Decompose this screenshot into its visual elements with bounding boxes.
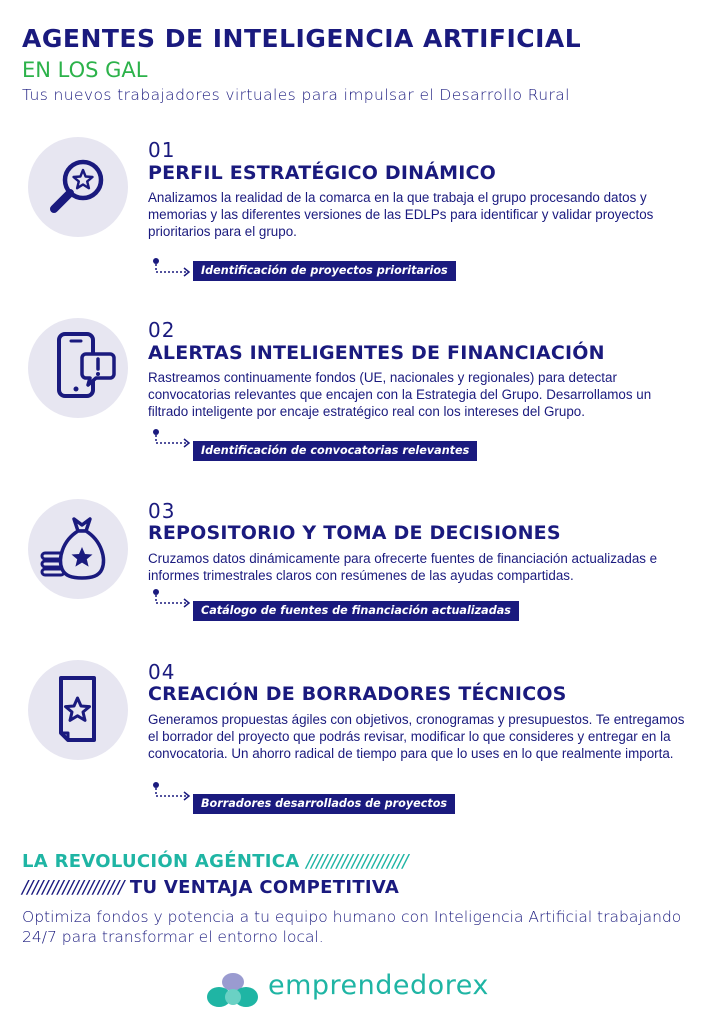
dotted-arrow-icon (152, 258, 194, 280)
money-bag-star-icon (28, 499, 128, 599)
section-body: Generamos propuestas ágiles con objetivos, cronogramas y presupuestos. Te entregamos el borrador del proyecto que podrás revisar, modificar lo que consideres y entregar en la convocatoria. Un ahorro radical de tiempo para que lo uses en lo que realmente importa. (148, 712, 685, 761)
section-title: PERFIL ESTRATÉGICO DINÁMICO (148, 162, 497, 184)
page-tagline: Tus nuevos trabajadores virtuales para impulsar el Desarrollo Rural (22, 86, 570, 104)
section-tag: Identificación de proyectos prioritarios (193, 261, 456, 281)
section-title: ALERTAS INTELIGENTES DE FINANCIACIÓN (148, 342, 605, 364)
section-title: CREACIÓN DE BORRADORES TÉCNICOS (148, 683, 567, 705)
section-number: 04 (148, 660, 176, 684)
section-body: Analizamos la realidad de la comarca en la que trabaja el grupo procesando datos y memorias y las diferentes versiones de las EDLPs para identificar y validar proyectos prioritarios para el grupo. (148, 190, 654, 239)
section-tag: Borradores desarrollados de proyectos (193, 794, 455, 814)
section-body: Rastreamos continuamente fondos (UE, nacionales y regionales) para detectar convocatorias relevantes que encajen con la Estrategia del Grupo. Desarrollamos un filtrado inteligente por encaje estratégico real con los intereses del Grupo. (148, 370, 652, 419)
dotted-arrow-icon (152, 429, 194, 451)
logo-wordmark: emprendedorex (268, 970, 489, 1001)
section-number: 01 (148, 138, 176, 162)
section-number: 02 (148, 318, 176, 342)
section-tag: Identificación de convocatorias relevantes (193, 441, 477, 461)
page-subtitle: EN LOS GAL (22, 58, 148, 82)
section-title: REPOSITORIO Y TOMA DE DECISIONES (148, 522, 561, 544)
revolution-line-2: TU VENTAJA COMPETITIVA (129, 877, 400, 898)
slash-decoration: //////////////////// (22, 877, 124, 898)
magnifier-star-icon (28, 137, 128, 237)
competitive-heading (22, 877, 399, 898)
revolution-line-1: LA REVOLUCIÓN AGÉNTICA (22, 851, 300, 872)
section-number: 03 (148, 499, 176, 523)
slash-decoration: //////////////////// (306, 851, 408, 872)
section-tag: Catálogo de fuentes de financiación actualizadas (193, 601, 519, 621)
document-star-icon (28, 660, 128, 760)
phone-alert-icon (28, 318, 128, 418)
revolution-heading (22, 851, 407, 872)
page-title: AGENTES DE INTELIGENCIA ARTIFICIAL (22, 24, 582, 53)
emprendedorex-logo-icon (205, 970, 261, 1010)
closing-statement: Optimiza fondos y potencia a tu equipo humano con Inteligencia Artificial trabajando 24/7 para transformar el entorno local. (22, 908, 682, 946)
dotted-arrow-icon (152, 782, 194, 804)
section-body: Cruzamos datos dinámicamente para ofrecerte fuentes de financiación actualizadas e informes trimestrales claros con resúmenes de las ayudas compartidas. (148, 551, 658, 583)
dotted-arrow-icon (152, 589, 194, 611)
